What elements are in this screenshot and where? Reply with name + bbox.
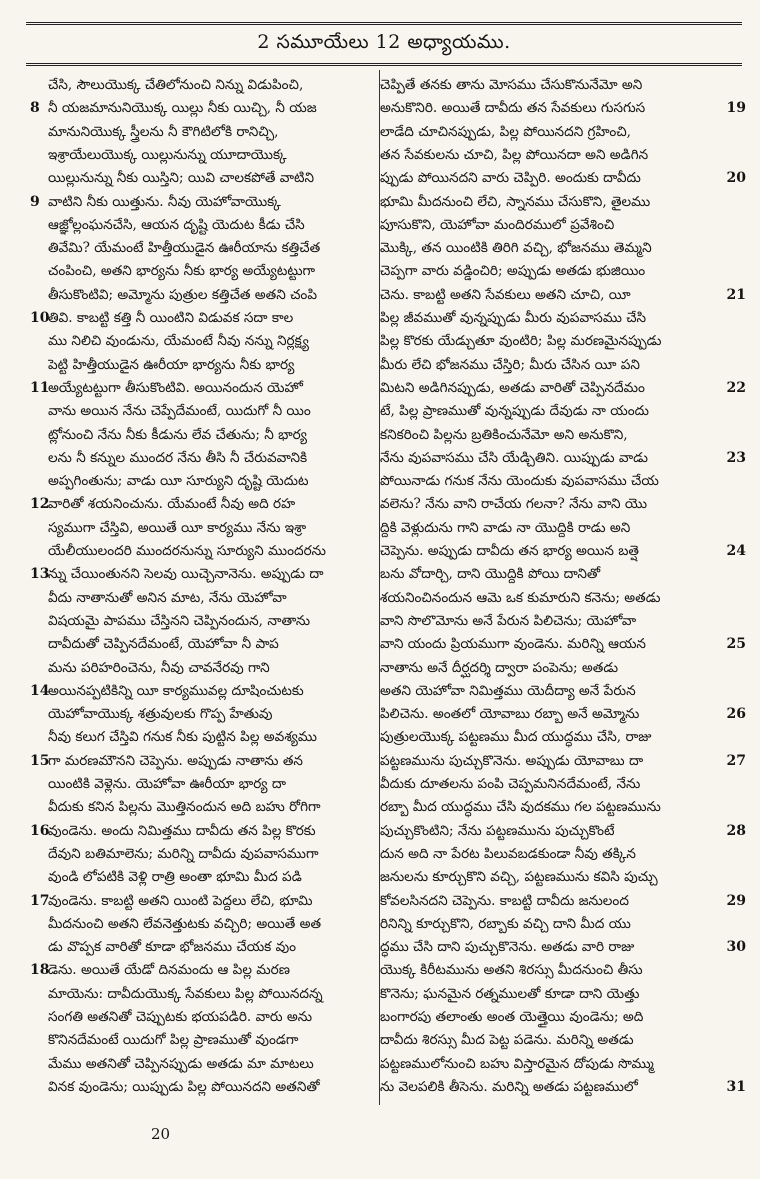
- text-line: పుత్రులయొక్క పట్టణము మీద యుద్ధము చేసి, రాజు: [380, 729, 652, 746]
- text-line: దున అది నా పేరట పిలువబడకుండా నీవు తక్కిన: [380, 845, 636, 862]
- verse-number: 23: [726, 449, 746, 466]
- text-line: దావీదు శిరస్సు మీద పెట్ట పడెను. మరిన్ని అతడు: [380, 1032, 634, 1049]
- text-line: చెను. కాబట్టి అతని సేవకులు అతని చూచి, యీ: [380, 286, 631, 303]
- text-line: మేము అతనితో చెప్పినప్పుడు అతడు మా మాటలు: [48, 1055, 314, 1072]
- text-line: చెప్పితే తనకు తాను మోసము చేసుకొనునేమో అని: [380, 77, 643, 93]
- text-line: యొక్క కిరీటమును అతని శిరస్సు మీదనుంచి తీసు: [380, 962, 643, 979]
- text-line: వినక వుండెను; యిప్పుడు పిల్ల పోయినదని అతనితో: [48, 1078, 320, 1095]
- text-line: వాను అయిన నేను చెప్పేదేమంటే, యిదుగో నీ యిం: [48, 403, 311, 420]
- text-line: ఇశ్రాయేలుయొక్క యిల్లునున్ను యూదాయొక్క: [48, 146, 287, 163]
- text-line: భూమి మీదనుంచి లేచి, స్నానము చేసుకొని, తైలము: [380, 193, 651, 210]
- text-line: విషయమై పాపము చేస్తినని చెప్పినందున, నాతాను: [48, 612, 311, 629]
- verse-number: 16: [30, 822, 50, 839]
- verse-number: 27: [726, 752, 746, 769]
- text-line: వీదుకు కనిన పిల్లను మొత్తినందున అది బహు రోగిగా: [48, 799, 321, 816]
- text-line: మొక్కి, తన యింటికి తిరిగి వచ్చి, భోజనము తెమ్మని: [380, 240, 652, 257]
- text-line: పట్టణమును పుచ్చుకొనెను. అప్పుడు యోవాబు దా: [380, 752, 644, 769]
- text-line: మీరు లేచి భోజనము చేస్తిరి; మీరు చేసిన యీ పని: [380, 356, 640, 373]
- text-line: సంగతి అతనితో చెప్పుటకు భయపడిరి. వారు అను: [48, 1009, 313, 1025]
- verse-number: 24: [726, 543, 746, 559]
- text-line: యింటికి వెళ్లెను. యెహోవా ఊరీయా భార్య దా: [48, 776, 286, 792]
- text-line: పిల్ల జీవముతో వున్నప్పుడు మీరు వుపవాసము చేసి: [380, 310, 647, 326]
- verse-number: 15: [30, 752, 50, 769]
- text-line: అయ్యేటట్టుగా తీసుకొంటివి. అయినందున యెహో: [48, 379, 303, 396]
- text-line: గా మరణమౌనని చెప్పెను. అప్పుడు నాతాను తన: [48, 752, 303, 769]
- page-number: 20: [151, 1125, 171, 1143]
- text-line: పట్టణములోనుంచి బహు విస్తారమైన దోపుడు సొమ్ము: [380, 1055, 654, 1072]
- text-line: శయనించినందున ఆమె ఒక కుమారుని కనెను; అతడు: [380, 589, 661, 606]
- text-line: యేలీయులందరి ముందరనున్ను సూర్యుని ముందరను: [48, 543, 326, 559]
- text-line: మీదనుంచి అతని లేవనెత్తుటకు వచ్చిరి; అయితే అత: [48, 915, 322, 932]
- verse-number: 17: [30, 892, 50, 909]
- text-line: వలెను? నేను వాని రాచేయ గలనా? నేను వాని యొ: [380, 496, 648, 513]
- text-line: టే, పిల్ల ప్రాణముతో వున్నప్పుడు దేవుడు నా యందు: [380, 403, 649, 420]
- text-line: లను నీ కన్నుల ముందర నేను తీసి నీ చేరువవానికి: [48, 449, 308, 466]
- text-line: అప్పగింతును; వాడు యీ సూర్యుని దృష్టి యెదుట: [48, 473, 309, 490]
- verse-number: 21: [726, 286, 746, 303]
- verse-number: 25: [726, 636, 746, 653]
- text-line: చేసి, సౌలుయొక్క చేతిలోనుంచి నిన్ను విడుపించి,: [48, 77, 304, 93]
- text-line: తివి. కాబట్టి కత్తి నీ యింటిని విడువక సదా కాల: [48, 310, 294, 326]
- text-line: యెహోవాయొక్క శత్రువులకు గొప్ప హేతువు: [48, 706, 273, 723]
- text-line: డు వొప్పక వారితో కూడా భోజనము చేయక వుం: [48, 939, 297, 956]
- text-line: పెట్టి హిత్తీయుడైన ఊరీయా భార్యను నీకు భార్య: [48, 356, 295, 373]
- text-line: రబ్బా మీద యుద్ధము చేసి వుదకము గల పట్టణమును: [380, 799, 661, 816]
- verse-number: 18: [30, 962, 50, 979]
- text-line: యిల్లునున్ను నీకు యిస్తిని; యివి చాలకపోతే వాటిని: [48, 170, 315, 187]
- verse-number: 12: [30, 496, 50, 513]
- verse-number: 29: [726, 892, 746, 909]
- text-line: తన సేవకులను చూచి, పిల్ల పోయినదా అని అడిగిన: [380, 146, 649, 163]
- text-line: అనుకొనిరి. అయితే దావీదు తన సేవకులు గుసగుస: [380, 100, 646, 117]
- text-line: జనులను కూర్చుకొని వచ్చి, పట్టణమును కవిసి పుచ్చు: [380, 869, 658, 886]
- text-line: బను వోదార్చి, దాని యొద్దికి పోయి దానితో: [380, 566, 601, 583]
- running-header: [26, 22, 742, 66]
- text-line: చంపించి, అతని భార్యను నీకు భార్య అయ్యేటట్టుగా: [48, 263, 316, 280]
- text-line: బంగారపు తలాంతు అంత యెత్తైయి వుండెను; అది: [380, 1009, 644, 1025]
- verse-number: 10: [30, 310, 50, 326]
- text-line: అతని యెహోవా నిమిత్తము యెదీద్యా అనే పేరున: [380, 682, 636, 699]
- text-line: పిల్ల కొరకు యేడ్చుతూ వుంటిరి; పిల్ల మరణమైనప్పుడు: [380, 333, 662, 350]
- text-line: తివేమి? యేమంటే హిత్తీయుడైన ఊరీయాను కత్తిచేత: [48, 240, 321, 257]
- text-line: వారితో శయనించును. యేమంటే నీవు అది రహ: [48, 496, 296, 513]
- text-line: ప్పుడు పోయినదని వారు చెప్పిరి. అందుకు దావీదు: [380, 170, 641, 187]
- text-line: ఆజ్ఞోల్లంఘనచేసి, ఆయన దృష్టి యెదుట కీడు చేసి: [48, 216, 305, 233]
- text-line: నాతాను అనే దీర్ఘదర్శి ద్వారా పంపెను; అతడు: [380, 659, 619, 676]
- verse-number: 9: [30, 193, 40, 210]
- text-line: న్ను చేయింతునని సెలవు యిచ్చెనానెను. అప్పుడు దా: [48, 566, 324, 583]
- text-line: పిలిచెను. అంతలో యోవాబు రబ్బా అనే అమ్మోను: [380, 706, 640, 723]
- text-line: వీదు నాతానుతో అనిన మాట, నేను యెహోవా: [48, 589, 287, 606]
- text-line: తీసుకొంటివి; అమ్మోను పుత్రుల కత్తిచేత అతని చంపి: [48, 286, 317, 303]
- text-line: అయినప్పటికిన్ని యీ కార్యమువల్ల దూషించుటకు: [48, 682, 304, 699]
- verse-number: 11: [30, 379, 50, 396]
- verse-number: 31: [726, 1078, 746, 1095]
- text-line: నీవు కలుగ చేస్తివి గనుక నీకు పుట్టిన పిల్ల అవశ్యము: [48, 729, 317, 746]
- verse-number: 20: [726, 170, 746, 187]
- text-line: డెను. అయితే యేడో దినమందు ఆ పిల్ల మరణ: [48, 962, 290, 979]
- text-line: పోయినాడు గనుక నేను యెందుకు వుపవాసము చేయ: [380, 473, 659, 490]
- text-line: కోవలసినదని చెప్పెను. కాబట్టి దావీదు జనులంద: [380, 892, 629, 909]
- verse-number: 8: [30, 100, 40, 117]
- text-line: దేవుని బతిమాలెను; మరిన్ని దావీదు వుపవాసముగా: [48, 845, 319, 862]
- text-line: కొనినదేమంటే యిదుగో పిల్ల ప్రాణముతో వుండగా: [48, 1032, 299, 1049]
- text-line: నేను వుపవాసము చేసి యేడ్చితిని. యిప్పుడు వాడు: [380, 449, 648, 466]
- text-line: ను వెలపలికి తీసెను. మరిన్ని అతడు పట్టణములో: [380, 1078, 638, 1095]
- right-column: [380, 72, 746, 1102]
- text-line: వాటిని నీకు యిత్తును. నీవు యెహోవాయొక్క: [48, 193, 281, 210]
- text-line: ద్దికి వెళ్లుదును గాని వాడు నా యొద్దికి రాడు అని: [380, 519, 631, 536]
- verse-number: 28: [726, 822, 746, 839]
- text-line: రినిన్ని కూర్చుకొని, రబ్బాకు వచ్చి దాని మీద యు: [380, 915, 631, 932]
- text-line: దావీదుతో చెప్పినదేమంటే, యెహోవా నీ పాప: [48, 636, 279, 653]
- verse-number: 30: [726, 939, 746, 956]
- verse-number: 13: [30, 566, 50, 583]
- text-line: పుచ్చుకొంటిని; నేను పట్టణమును పుచ్చుకొంటే: [380, 822, 615, 839]
- text-line: నీ యజమానునియొక్క యిల్లు నీకు యిచ్చి, నీ యజ: [48, 100, 317, 117]
- text-line: మానునియొక్క స్త్రీలను నీ కౌగిటిలోకి రానిచ్చి,: [48, 123, 279, 140]
- text-line: ద్ధము చేసి దాని పుచ్చుకొనెను. అతడు వారి రాజు: [380, 939, 635, 956]
- text-line: వుండి లోపటికి వెళ్లి రాత్రి అంతా భూమి మీద పడి: [48, 869, 302, 886]
- text-line: లాడేది చూచినప్పుడు, పిల్ల పోయినదని గ్రహించి,: [380, 123, 631, 140]
- verse-number: 19: [726, 100, 746, 117]
- text-line: వీదుకు దూతలను పంపి చెప్పమనినదేమంటే, నేను: [380, 776, 641, 792]
- verse-number: 14: [30, 682, 50, 699]
- text-line: వాని సొలొమోను అనే పేరున పిలిచెను; యెహోవా: [380, 612, 637, 629]
- text-line: పూసుకొని, యెహోవా మందిరములో ప్రవేశించి: [380, 216, 615, 233]
- verse-number: 26: [726, 706, 746, 723]
- verse-number: 22: [726, 379, 746, 396]
- text-line: కొనెను; ఘనమైన రత్నములతో కూడా దాని యెత్తు: [380, 985, 640, 1002]
- book-page: [26, 22, 746, 1152]
- text-line: వుండెను. అందు నిమిత్తము దావీదు తన పిల్ల కొరకు: [48, 822, 316, 839]
- text-line: చెప్పగా వారు వడ్డించిరి; అప్పుడు అతడు భుజియిం: [380, 263, 646, 280]
- text-line: వుండెను. కాబట్టి అతని యింటి పెద్దలు లేచి, భూమి: [48, 892, 313, 909]
- text-line: చెప్పెను. అప్పుడు దావీదు తన భార్య అయిన బత్షె: [380, 543, 640, 559]
- page-title: 2 సమూయేలు 12 అధ్యాయము.: [257, 30, 511, 53]
- text-line: వాని యందు ప్రియముగా వుండెను. మరిన్ని ఆయన: [380, 636, 646, 653]
- text-line: మాయెను: దావీదుయొక్క సేవకులు పిల్ల పోయినదన్న: [48, 985, 323, 1002]
- left-column: [30, 72, 390, 1102]
- text-line: మను పరిహరించెను, నీవు చావనేరవు గాని: [48, 659, 270, 676]
- text-line: స్యముగా చేస్తివి, అయితే యీ కార్యము నేను ఇశ్రా: [48, 519, 307, 536]
- text-line: మిటని అడిగినప్పుడు, అతడు వారితో చెప్పినదేమం: [380, 379, 645, 396]
- text-line: ట్లోనుంచి నేను నీకు కీడును లేవ చేతును; నీ భార్య: [48, 426, 307, 443]
- text-line: కనికరించి పిల్లను బ్రతికించునేమో అని అనుకొని,: [380, 426, 628, 443]
- text-line: ము నిలిచి వుండును, యేమంటే నీవు నన్ను నిర్లక్ష్య: [48, 333, 309, 350]
